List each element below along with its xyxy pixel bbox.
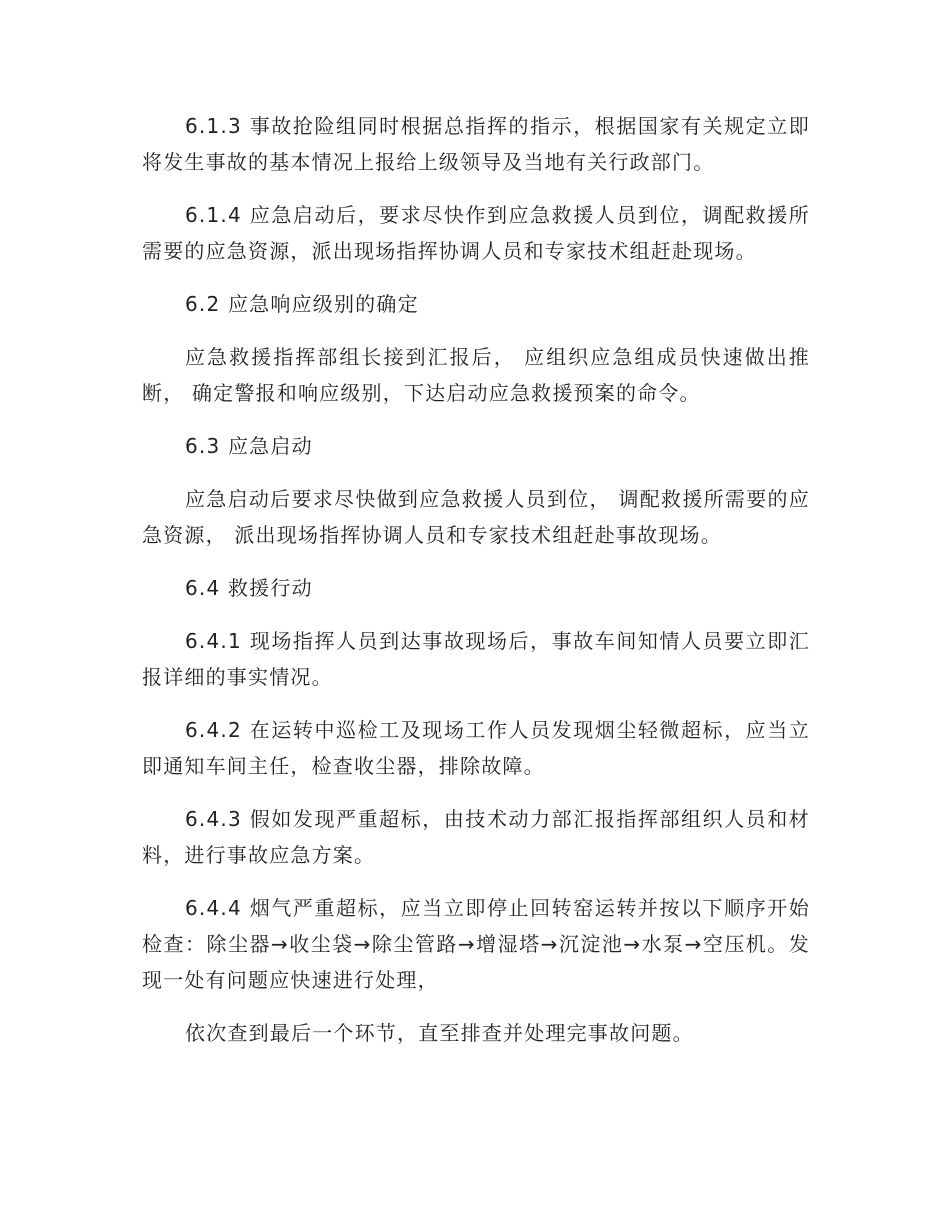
section-heading-6-3: 6.3 应急启动 [185,434,313,458]
paragraph-6-1-3: 6.1.3 事故抢险组同时根据总指挥的指示，根据国家有关规定立即将发生事故的基本情况上报给上级领导及当地有关行政部门。 [142,114,810,174]
paragraph-6-4-4: 6.4.4 烟气严重超标，应当立即停止回转窑运转并按以下顺序开始检查：除尘器→收尘袋→除尘管路→增湿塔→沉淀池→水泵→空压机。发现一处有问题应快速进行处理， [142,896,810,992]
paragraph-6-4-3: 6.4.3 假如发现严重超标，由技术动力部汇报指挥部组织人员和材料，进行事故应急方案。 [142,807,810,867]
paragraph-6-2-body: 应急救援指挥部组长接到汇报后， 应组织应急组成员快速做出推断， 确定警报和响应级别，下达启动应急救援预案的命令。 [142,345,810,405]
paragraph-6-4-2: 6.4.2 在运转中巡检工及现场工作人员发现烟尘轻微超标，应当立即通知车间主任，检查收尘器，排除故障。 [142,718,810,778]
paragraph-6-4-4-continued: 依次查到最后一个环节，直至排查并处理完事故问题。 [185,1021,694,1045]
paragraph-6-4-1: 6.4.1 现场指挥人员到达事故现场后，事故车间知情人员要立即汇报详细的事实情况。 [142,629,810,689]
document-page [142,108,810,1068]
section-heading-6-4: 6.4 救援行动 [185,576,313,600]
section-heading-6-2: 6.2 应急响应级别的确定 [185,292,419,316]
paragraph-6-3-body: 应急启动后要求尽快做到应急救援人员到位， 调配救援所需要的应急资源， 派出现场指挥协调人员和专家技术组赶赴事故现场。 [142,487,810,547]
paragraph-6-1-4: 6.1.4 应急启动后，要求尽快作到应急救援人员到位，调配救援所需要的应急资源，派出现场指挥协调人员和专家技术组赶赴现场。 [142,203,810,263]
